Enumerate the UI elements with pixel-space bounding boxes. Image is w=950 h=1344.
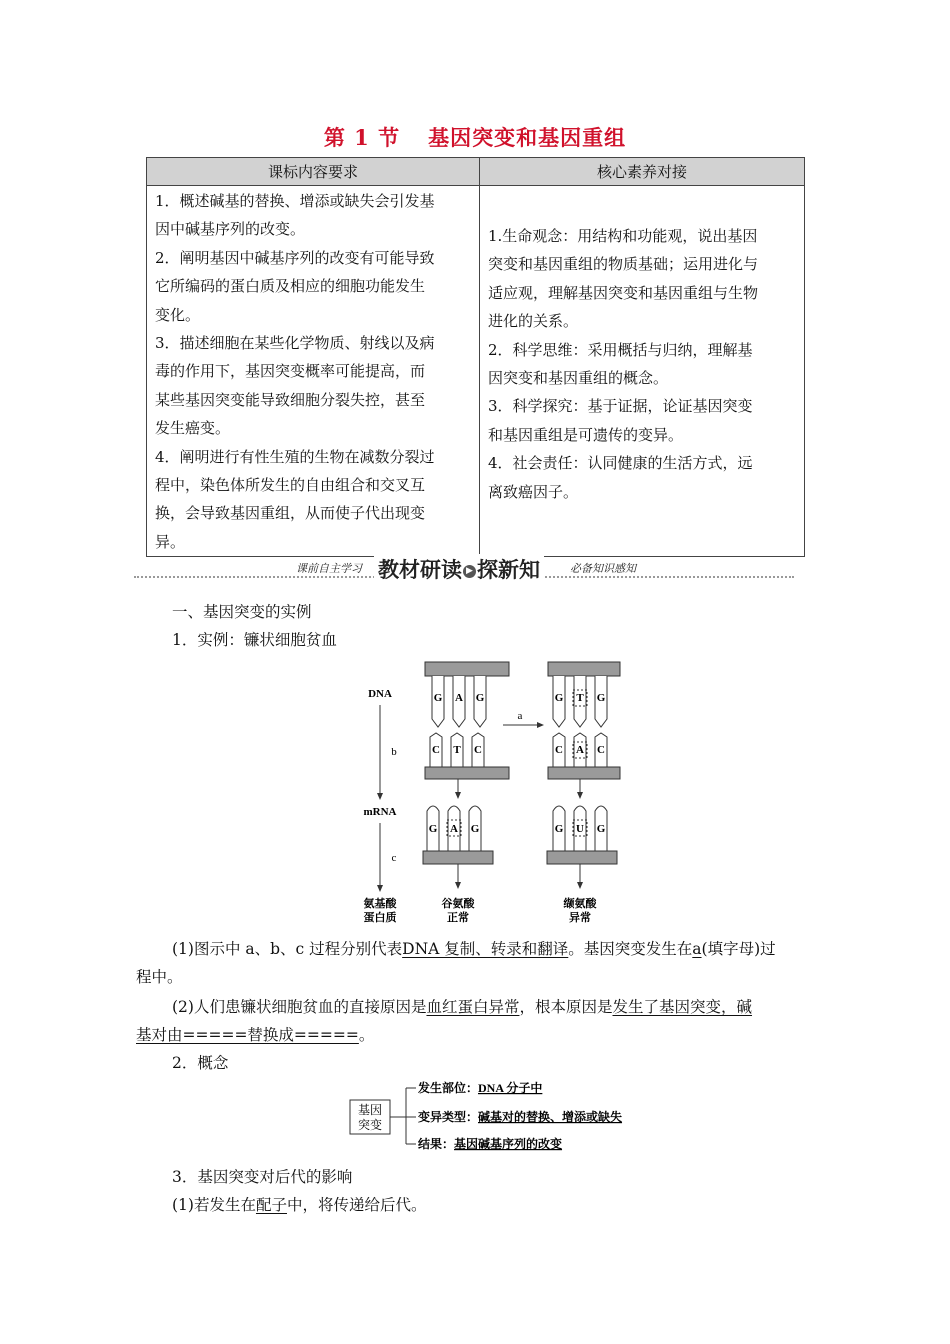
answer-letter: a [692,940,702,958]
literacy-line: 和基因重组是可遗传的变异。 [488,425,684,444]
answer-root-cause: 发生了基因突变，碱 [612,998,753,1016]
base-lt-3: G [475,692,485,704]
base-rb-2: A [576,744,584,756]
sickle-cell-diagram [360,657,630,929]
banner-left: 课前自主学习 [296,562,362,575]
requirement-line: 1．概述碱基的替换、增添或缺失会引发基 [155,192,435,210]
requirement-line: 毒的作用下，基因突变概率可能提高，而 [155,362,426,381]
base-rt-3: G [596,692,606,704]
question-2: (2)人们患镰状细胞贫血的直接原因是血红蛋白异常，根本原因是发生了基因突变，碱 [172,998,753,1016]
banner-title: 教材研读 ▶ 探新知 [374,554,544,584]
output3-line2: 异常 [569,912,591,924]
question-1-cont: 程中。 [136,968,183,986]
answer-gamete: 配子 [255,1196,287,1214]
base-lm-2: A [450,823,458,835]
answer-processes: DNA 复制、转录和翻译 [402,940,569,958]
item-3-1: (1)若发生在配子中，将传递给后代。 [172,1196,427,1214]
output3-line1: 缬氨酸 [563,898,597,910]
literacy-line: 进化的关系。 [488,312,579,331]
base-rt-1: G [554,692,564,704]
item-3: 3．基因突变对后代的影响 [172,1168,353,1186]
answer-root-cause-cont: 基对由=====替换成===== [136,1026,359,1044]
literacy-line: 离致癌因子。 [488,482,579,501]
page-title [0,122,950,152]
output1-line2: 蛋白质 [363,912,397,924]
literacy-line: 1.生命观念：用结构和功能观，说出基因 [488,227,758,245]
item-2: 2．概念 [172,1054,229,1072]
heading-gene-mutation-example: 一、基因突变的实例 [172,603,312,621]
requirement-line: 变化。 [155,305,201,324]
requirement-line: 因中碱基序列的改变。 [155,220,306,239]
base-lb-3: C [474,744,482,756]
requirement-line: 3．描述细胞在某些化学物质、射线以及病 [155,334,435,353]
question-1: (1)图示中 a、b、c 过程分别代表DNA 复制、转录和翻译。基因突变发生在a(填字母)过 [172,940,776,958]
base-rm-2: U [576,823,584,835]
base-lm-3: G [470,823,480,835]
output1-line1: 氨基酸 [363,898,397,910]
concept-box-line2: 突变 [357,1118,383,1132]
dna-label: DNA [368,688,392,700]
question-2-cont: 基对由=====替换成=====。 [136,1026,375,1044]
arrow-icon: ▶ [463,565,476,578]
base-lt-1: G [433,692,443,704]
mrna-label: mRNA [363,806,397,818]
requirement-line: 2．阐明基因中碱基序列的改变有可能导致 [155,248,435,267]
core-literacy [480,186,804,506]
col1-header: 课标内容要求 [147,158,480,186]
requirement-line: 某些基因突变能导致细胞分裂失控，甚至 [155,390,426,409]
section-number: 第 1 节 [323,125,401,150]
base-rb-1: C [555,744,563,756]
requirement-line: 换，会导致基因重组，从而使子代出现变 [155,504,426,523]
c-label: c [391,852,397,864]
literacy-line: 2．科学思维：采用概括与归纳，理解基 [488,340,753,359]
b-label: b [391,746,397,758]
literacy-line: 4．社会责任：认同健康的生活方式，远 [488,454,753,473]
concept-row1: 发生部位：DNA 分子中 [418,1081,543,1095]
concept-row3: 结果：基因碱基序列的改变 [418,1137,563,1151]
curriculum-requirements [147,186,479,556]
output2-line2: 正常 [447,912,469,924]
base-lt-2: A [455,692,463,704]
base-rb-3: C [597,744,605,756]
standards-table [146,157,805,557]
requirement-line: 异。 [155,532,186,551]
output2-line1: 谷氨酸 [441,898,475,910]
requirement-line: 程中，染色体所发生的自由组合和交叉互 [155,476,426,495]
literacy-line: 3．科学探究：基于证据，论证基因突变 [488,397,753,416]
base-lb-1: C [432,744,440,756]
literacy-line: 因突变和基因重组的概念。 [488,369,669,388]
base-rm-3: G [596,823,606,835]
section-name: 基因突变和基因重组 [428,125,627,150]
a-label: a [517,710,523,722]
base-lm-1: G [428,823,438,835]
concept-box-line1: 基因 [357,1103,383,1117]
base-rt-2: T [576,692,584,704]
literacy-line: 适应观，理解基因突变和基因重组与生物 [488,283,759,302]
literacy-line: 突变和基因重组的物质基础；运用进化与 [488,255,759,274]
item-1: 1．实例：镰状细胞贫血 [172,631,337,649]
col2-header: 核心素养对接 [480,158,805,186]
section-banner [134,556,794,584]
answer-direct-cause: 血红蛋白异常 [426,998,520,1016]
requirement-line: 4．阐明进行有性生殖的生物在减数分裂过 [155,447,435,466]
requirement-line: 它所编码的蛋白质及相应的细胞功能发生 [155,277,426,296]
gene-mutation-concept-map [348,1078,648,1156]
requirement-line: 发生癌变。 [155,419,231,438]
base-rm-1: G [554,823,564,835]
base-lb-2: T [453,744,461,756]
concept-row2: 变异类型：碱基对的替换、增添或缺失 [418,1110,623,1124]
banner-right: 必备知识感知 [570,562,636,575]
